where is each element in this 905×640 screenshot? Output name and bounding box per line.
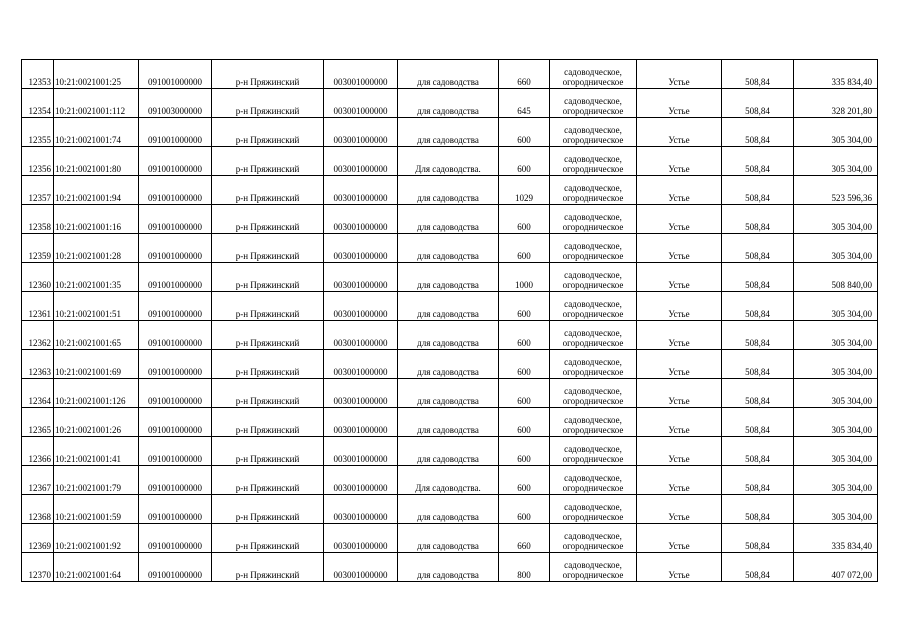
use-type-line1: садоводческое, (564, 270, 622, 280)
district-name: р-н Пряжинский (212, 408, 324, 437)
land-area: 600 (499, 118, 550, 147)
specific-rate: 508,84 (722, 524, 794, 553)
okato-code: 091001000000 (139, 234, 212, 263)
category-code: 003001000000 (324, 466, 398, 495)
land-area: 600 (499, 321, 550, 350)
okato-code: 091001000000 (139, 263, 212, 292)
row-number: 12362 (22, 321, 54, 350)
cadastral-cost: 335 834,40 (794, 60, 878, 89)
locality-name: Устье (637, 60, 722, 89)
table-row (22, 263, 878, 292)
okato-code: 091001000000 (139, 350, 212, 379)
permitted-use: для садоводства (398, 408, 499, 437)
cadastral-number: 10:21:0021001:92 (54, 524, 139, 553)
use-type-line2: огородническое (562, 454, 624, 464)
table-row (22, 292, 878, 321)
land-area: 645 (499, 89, 550, 118)
category-code: 003001000000 (324, 263, 398, 292)
permitted-use: для садоводства (398, 495, 499, 524)
land-area: 600 (499, 350, 550, 379)
district-name: р-н Пряжинский (212, 553, 324, 582)
use-type (550, 495, 637, 524)
specific-rate: 508,84 (722, 60, 794, 89)
specific-rate: 508,84 (722, 321, 794, 350)
category-code: 003001000000 (324, 524, 398, 553)
permitted-use: для садоводства (398, 524, 499, 553)
cadastral-cost: 305 304,00 (794, 408, 878, 437)
land-area: 600 (499, 466, 550, 495)
okato-code: 091001000000 (139, 321, 212, 350)
specific-rate: 508,84 (722, 553, 794, 582)
district-name: р-н Пряжинский (212, 89, 324, 118)
use-type (550, 60, 637, 89)
table-row (22, 553, 878, 582)
table-row (22, 176, 878, 205)
okato-code: 091003000000 (139, 89, 212, 118)
district-name: р-н Пряжинский (212, 524, 324, 553)
row-number: 12370 (22, 553, 54, 582)
use-type-line1: садоводческое, (564, 415, 622, 425)
use-type-line1: садоводческое, (564, 183, 622, 193)
land-area: 600 (499, 379, 550, 408)
permitted-use: Для садоводства. (398, 147, 499, 176)
cadastral-number: 10:21:0021001:80 (54, 147, 139, 176)
row-number: 12364 (22, 379, 54, 408)
row-number: 12368 (22, 495, 54, 524)
land-area: 600 (499, 408, 550, 437)
land-area: 600 (499, 495, 550, 524)
locality-name: Устье (637, 350, 722, 379)
use-type (550, 350, 637, 379)
cadastral-cost: 328 201,80 (794, 89, 878, 118)
permitted-use: для садоводства (398, 321, 499, 350)
cadastral-cost: 305 304,00 (794, 495, 878, 524)
cadastral-number: 10:21:0021001:26 (54, 408, 139, 437)
land-area: 600 (499, 292, 550, 321)
permitted-use: для садоводства (398, 118, 499, 147)
specific-rate: 508,84 (722, 350, 794, 379)
category-code: 003001000000 (324, 350, 398, 379)
use-type-line2: огородническое (562, 367, 624, 377)
okato-code: 091001000000 (139, 147, 212, 176)
use-type-line1: садоводческое, (564, 357, 622, 367)
land-area: 660 (499, 524, 550, 553)
okato-code: 091001000000 (139, 495, 212, 524)
specific-rate: 508,84 (722, 205, 794, 234)
specific-rate: 508,84 (722, 89, 794, 118)
locality-name: Устье (637, 379, 722, 408)
row-number: 12355 (22, 118, 54, 147)
locality-name: Устье (637, 321, 722, 350)
locality-name: Устье (637, 408, 722, 437)
use-type (550, 524, 637, 553)
land-area: 800 (499, 553, 550, 582)
use-type-line2: огородническое (562, 483, 624, 493)
use-type-line2: огородническое (562, 106, 624, 116)
cadastral-cost: 305 304,00 (794, 147, 878, 176)
district-name: р-н Пряжинский (212, 292, 324, 321)
okato-code: 091001000000 (139, 60, 212, 89)
district-name: р-н Пряжинский (212, 205, 324, 234)
locality-name: Устье (637, 118, 722, 147)
use-type-line1: садоводческое, (564, 328, 622, 338)
row-number: 12360 (22, 263, 54, 292)
cadastral-number: 10:21:0021001:28 (54, 234, 139, 263)
cadastral-number: 10:21:0021001:51 (54, 292, 139, 321)
use-type-line1: садоводческое, (564, 502, 622, 512)
cadastral-cost: 523 596,36 (794, 176, 878, 205)
table-row (22, 466, 878, 495)
cadastral-number: 10:21:0021001:64 (54, 553, 139, 582)
use-type (550, 292, 637, 321)
category-code: 003001000000 (324, 205, 398, 234)
cadastral-cost: 305 304,00 (794, 292, 878, 321)
okato-code: 091001000000 (139, 524, 212, 553)
permitted-use: для садоводства (398, 205, 499, 234)
permitted-use: для садоводства (398, 437, 499, 466)
use-type-line1: садоводческое, (564, 154, 622, 164)
use-type-line1: садоводческое, (564, 531, 622, 541)
permitted-use: Для садоводства. (398, 466, 499, 495)
locality-name: Устье (637, 524, 722, 553)
table-row (22, 147, 878, 176)
permitted-use: для садоводства (398, 234, 499, 263)
use-type-line1: садоводческое, (564, 125, 622, 135)
specific-rate: 508,84 (722, 263, 794, 292)
permitted-use: для садоводства (398, 553, 499, 582)
cadastral-number: 10:21:0021001:74 (54, 118, 139, 147)
permitted-use: для садоводства (398, 60, 499, 89)
use-type (550, 263, 637, 292)
cadastral-cost: 508 840,00 (794, 263, 878, 292)
use-type-line2: огородническое (562, 280, 624, 290)
use-type-line1: садоводческое, (564, 473, 622, 483)
category-code: 003001000000 (324, 60, 398, 89)
district-name: р-н Пряжинский (212, 234, 324, 263)
use-type (550, 408, 637, 437)
cadastral-cost: 305 304,00 (794, 118, 878, 147)
cadastral-cost: 305 304,00 (794, 379, 878, 408)
use-type-line2: огородническое (562, 396, 624, 406)
cadastral-number: 10:21:0021001:25 (54, 60, 139, 89)
category-code: 003001000000 (324, 89, 398, 118)
specific-rate: 508,84 (722, 118, 794, 147)
table-row (22, 234, 878, 263)
locality-name: Устье (637, 205, 722, 234)
use-type-line2: огородническое (562, 309, 624, 319)
permitted-use: для садоводства (398, 176, 499, 205)
row-number: 12369 (22, 524, 54, 553)
row-number: 12361 (22, 292, 54, 321)
use-type-line2: огородническое (562, 77, 624, 87)
table-row (22, 350, 878, 379)
cadastral-cost: 335 834,40 (794, 524, 878, 553)
row-number: 12367 (22, 466, 54, 495)
okato-code: 091001000000 (139, 553, 212, 582)
district-name: р-н Пряжинский (212, 379, 324, 408)
use-type-line2: огородническое (562, 222, 624, 232)
category-code: 003001000000 (324, 379, 398, 408)
permitted-use: для садоводства (398, 350, 499, 379)
use-type-line2: огородническое (562, 135, 624, 145)
use-type-line1: садоводческое, (564, 444, 622, 454)
land-area: 600 (499, 234, 550, 263)
okato-code: 091001000000 (139, 205, 212, 234)
table-row (22, 321, 878, 350)
use-type (550, 466, 637, 495)
cadastral-cost: 305 304,00 (794, 437, 878, 466)
use-type-line2: огородническое (562, 193, 624, 203)
cadastral-number: 10:21:0021001:41 (54, 437, 139, 466)
okato-code: 091001000000 (139, 437, 212, 466)
use-type-line2: огородническое (562, 425, 624, 435)
district-name: р-н Пряжинский (212, 437, 324, 466)
use-type-line2: огородническое (562, 512, 624, 522)
table-row (22, 495, 878, 524)
table-row (22, 89, 878, 118)
row-number: 12363 (22, 350, 54, 379)
cadastral-cost: 305 304,00 (794, 350, 878, 379)
use-type-line1: садоводческое, (564, 212, 622, 222)
table-row (22, 437, 878, 466)
use-type (550, 89, 637, 118)
row-number: 12365 (22, 408, 54, 437)
table-row (22, 118, 878, 147)
category-code: 003001000000 (324, 553, 398, 582)
locality-name: Устье (637, 466, 722, 495)
use-type-line2: огородническое (562, 251, 624, 261)
locality-name: Устье (637, 234, 722, 263)
use-type (550, 321, 637, 350)
use-type-line1: садоводческое, (564, 386, 622, 396)
category-code: 003001000000 (324, 408, 398, 437)
district-name: р-н Пряжинский (212, 495, 324, 524)
row-number: 12359 (22, 234, 54, 263)
cadastral-cost: 305 304,00 (794, 205, 878, 234)
land-area: 1000 (499, 263, 550, 292)
cadastral-cost: 305 304,00 (794, 466, 878, 495)
specific-rate: 508,84 (722, 292, 794, 321)
cadastral-number: 10:21:0021001:94 (54, 176, 139, 205)
category-code: 003001000000 (324, 234, 398, 263)
use-type-line2: огородническое (562, 570, 624, 580)
cadastral-number: 10:21:0021001:79 (54, 466, 139, 495)
land-area: 600 (499, 205, 550, 234)
district-name: р-н Пряжинский (212, 321, 324, 350)
cadastral-number: 10:21:0021001:16 (54, 205, 139, 234)
district-name: р-н Пряжинский (212, 466, 324, 495)
category-code: 003001000000 (324, 118, 398, 147)
locality-name: Устье (637, 292, 722, 321)
land-registry-table (21, 59, 878, 582)
use-type (550, 379, 637, 408)
locality-name: Устье (637, 495, 722, 524)
cadastral-number: 10:21:0021001:59 (54, 495, 139, 524)
use-type (550, 553, 637, 582)
locality-name: Устье (637, 553, 722, 582)
land-area: 660 (499, 60, 550, 89)
row-number: 12356 (22, 147, 54, 176)
category-code: 003001000000 (324, 437, 398, 466)
specific-rate: 508,84 (722, 466, 794, 495)
use-type-line1: садоводческое, (564, 560, 622, 570)
specific-rate: 508,84 (722, 495, 794, 524)
use-type (550, 176, 637, 205)
okato-code: 091001000000 (139, 176, 212, 205)
use-type-line1: садоводческое, (564, 67, 622, 77)
cadastral-number: 10:21:0021001:69 (54, 350, 139, 379)
cadastral-number: 10:21:0021001:126 (54, 379, 139, 408)
specific-rate: 508,84 (722, 147, 794, 176)
use-type-line2: огородническое (562, 541, 624, 551)
use-type-line1: садоводческое, (564, 299, 622, 309)
locality-name: Устье (637, 176, 722, 205)
locality-name: Устье (637, 147, 722, 176)
table-row (22, 408, 878, 437)
cadastral-cost: 305 304,00 (794, 234, 878, 263)
cadastral-number: 10:21:0021001:65 (54, 321, 139, 350)
specific-rate: 508,84 (722, 176, 794, 205)
district-name: р-н Пряжинский (212, 176, 324, 205)
table-row (22, 524, 878, 553)
district-name: р-н Пряжинский (212, 60, 324, 89)
row-number: 12366 (22, 437, 54, 466)
use-type-line2: огородническое (562, 164, 624, 174)
use-type (550, 234, 637, 263)
okato-code: 091001000000 (139, 466, 212, 495)
row-number: 12353 (22, 60, 54, 89)
specific-rate: 508,84 (722, 437, 794, 466)
use-type-line2: огородническое (562, 338, 624, 348)
row-number: 12354 (22, 89, 54, 118)
permitted-use: для садоводства (398, 292, 499, 321)
category-code: 003001000000 (324, 495, 398, 524)
land-area: 1029 (499, 176, 550, 205)
specific-rate: 508,84 (722, 408, 794, 437)
cadastral-number: 10:21:0021001:35 (54, 263, 139, 292)
row-number: 12357 (22, 176, 54, 205)
cadastral-cost: 407 072,00 (794, 553, 878, 582)
district-name: р-н Пряжинский (212, 350, 324, 379)
cadastral-number: 10:21:0021001:112 (54, 89, 139, 118)
table-row (22, 60, 878, 89)
row-number: 12358 (22, 205, 54, 234)
district-name: р-н Пряжинский (212, 118, 324, 147)
use-type (550, 437, 637, 466)
use-type-line1: садоводческое, (564, 96, 622, 106)
specific-rate: 508,84 (722, 379, 794, 408)
use-type (550, 118, 637, 147)
permitted-use: для садоводства (398, 263, 499, 292)
table-row (22, 205, 878, 234)
okato-code: 091001000000 (139, 379, 212, 408)
permitted-use: для садоводства (398, 379, 499, 408)
cadastral-cost: 305 304,00 (794, 321, 878, 350)
locality-name: Устье (637, 263, 722, 292)
category-code: 003001000000 (324, 292, 398, 321)
land-area: 600 (499, 147, 550, 176)
table-body (22, 60, 878, 582)
category-code: 003001000000 (324, 147, 398, 176)
table-row (22, 379, 878, 408)
permitted-use: для садоводства (398, 89, 499, 118)
okato-code: 091001000000 (139, 118, 212, 147)
use-type (550, 147, 637, 176)
land-area: 600 (499, 437, 550, 466)
category-code: 003001000000 (324, 321, 398, 350)
specific-rate: 508,84 (722, 234, 794, 263)
okato-code: 091001000000 (139, 408, 212, 437)
district-name: р-н Пряжинский (212, 147, 324, 176)
category-code: 003001000000 (324, 176, 398, 205)
okato-code: 091001000000 (139, 292, 212, 321)
locality-name: Устье (637, 437, 722, 466)
use-type-line1: садоводческое, (564, 241, 622, 251)
district-name: р-н Пряжинский (212, 263, 324, 292)
locality-name: Устье (637, 89, 722, 118)
use-type (550, 205, 637, 234)
